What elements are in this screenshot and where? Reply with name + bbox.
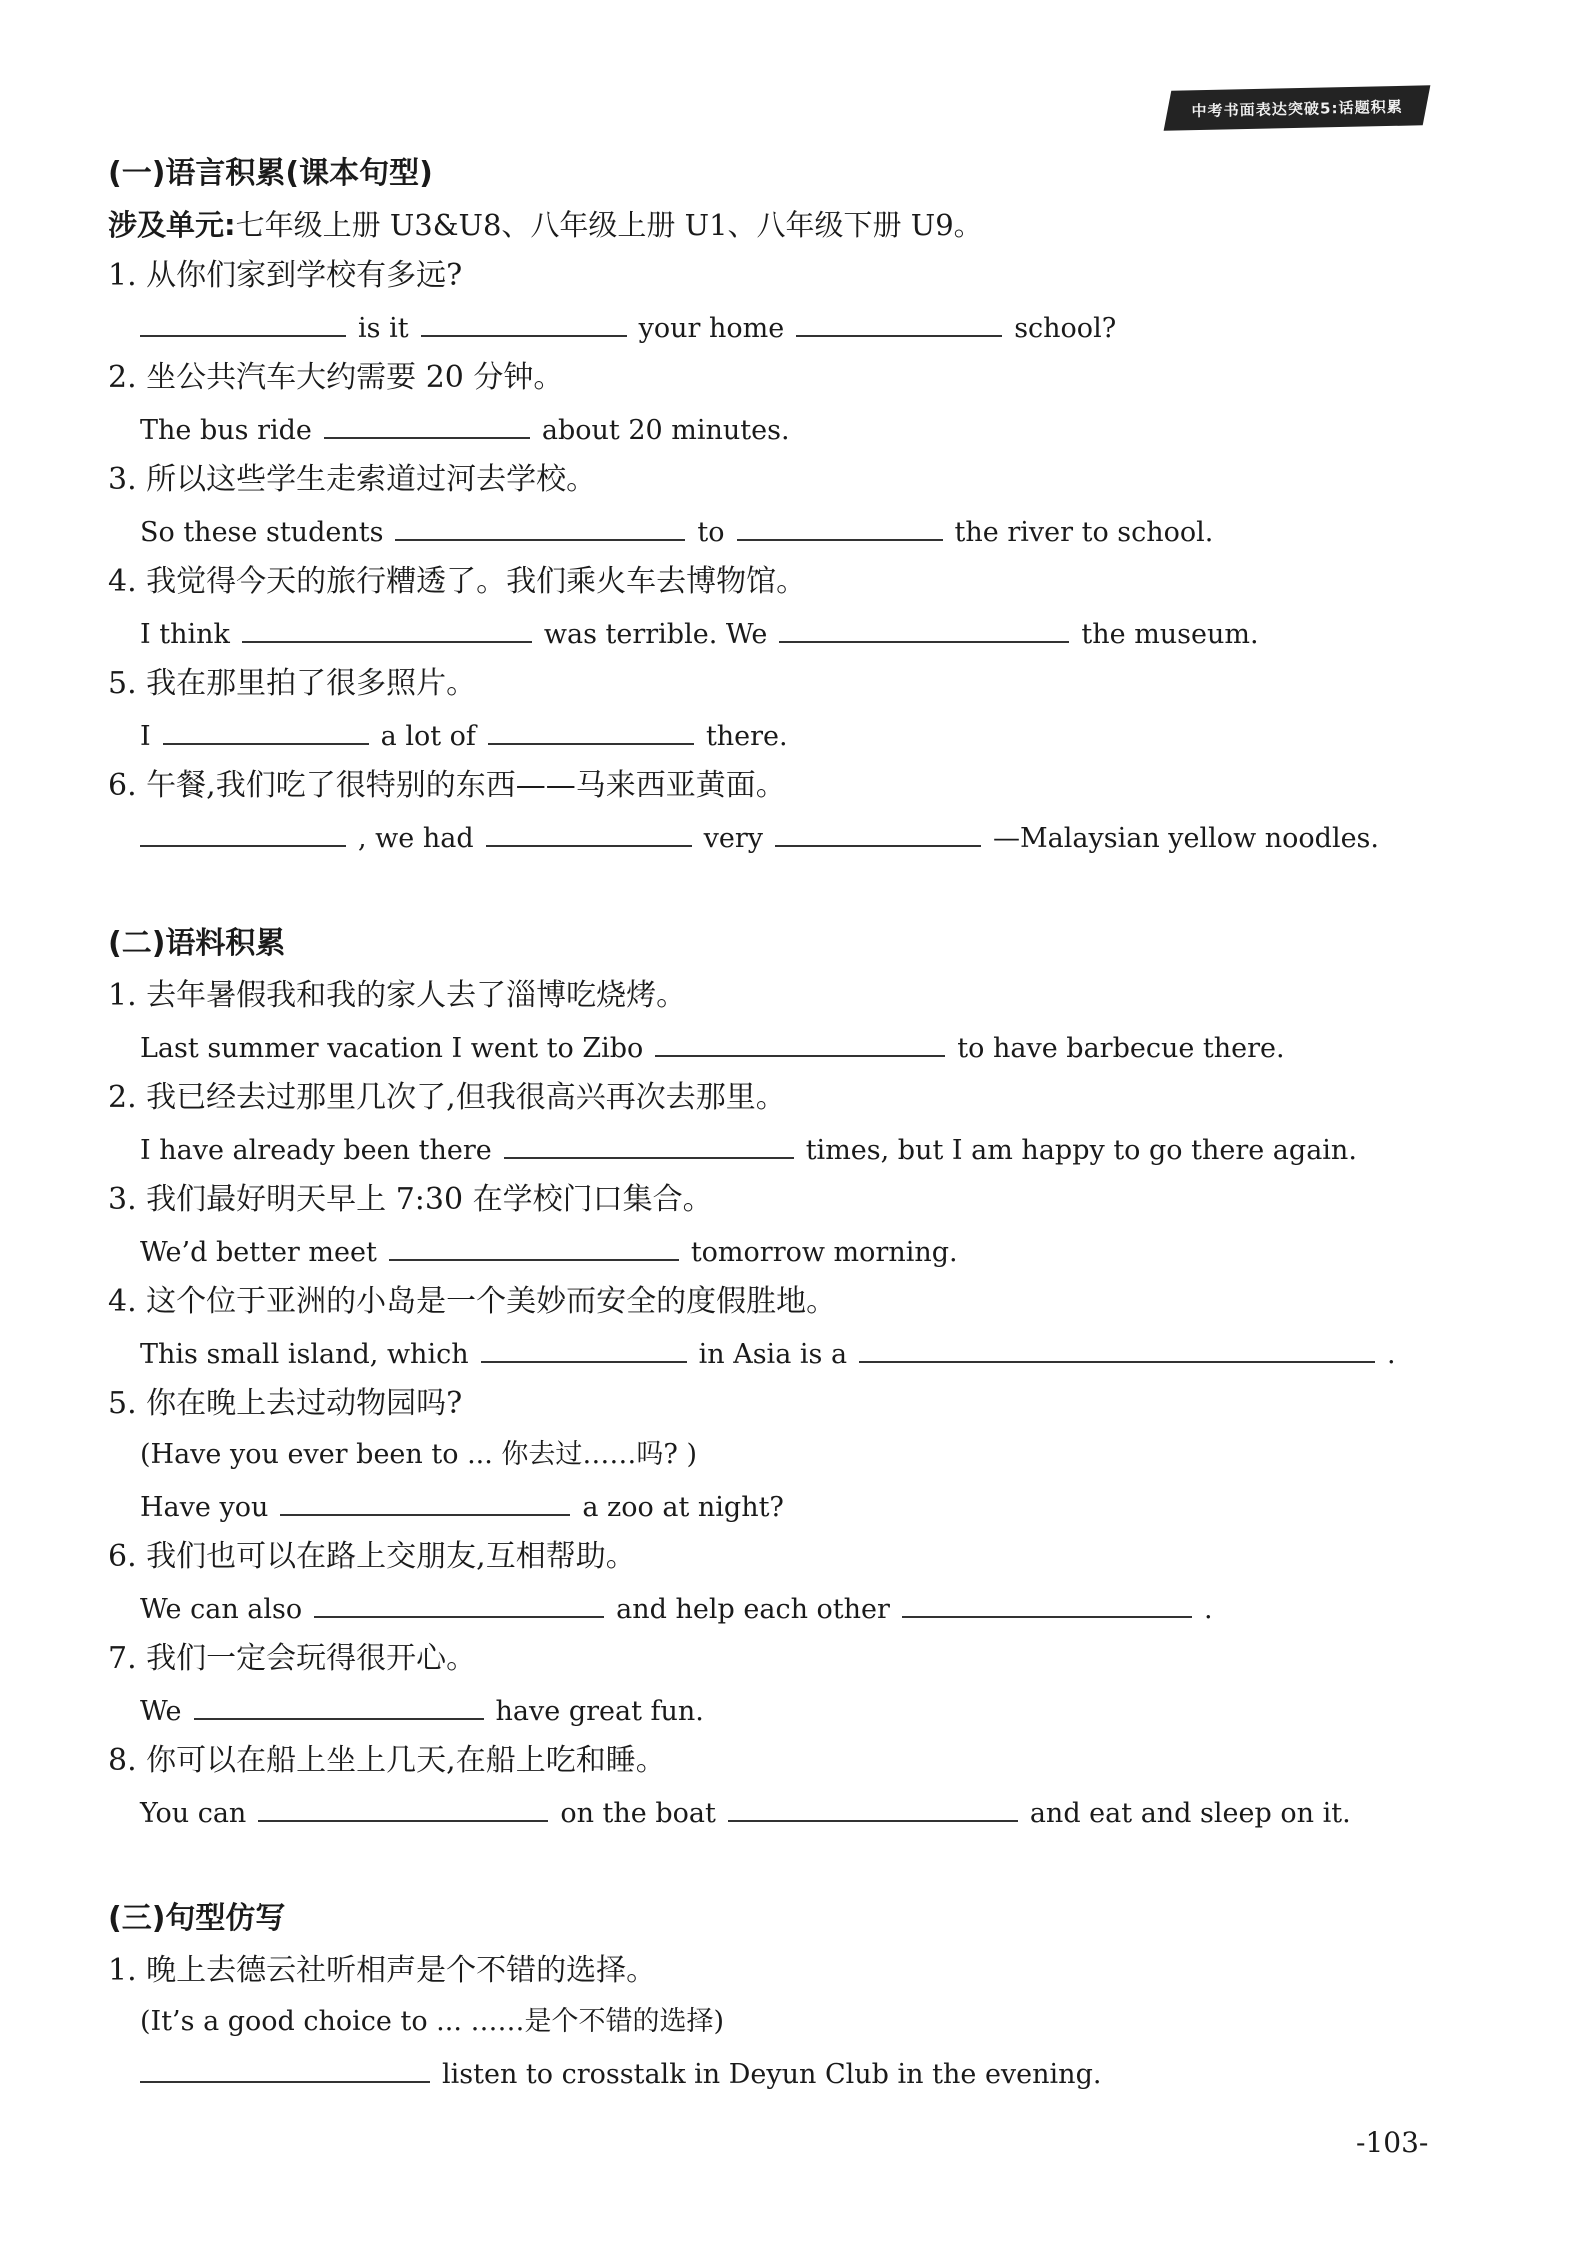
- answer-blank[interactable]: [140, 811, 346, 847]
- question-text: 6. 午餐,我们吃了很特别的东西——马来西亚黄面。: [108, 768, 786, 803]
- answer-line: I a lot of there.: [108, 709, 1408, 760]
- question-text: 6. 我们也可以在路上交朋友,互相帮助。: [108, 1539, 636, 1574]
- answer-line: I think was terrible. We the museum.: [108, 607, 1408, 658]
- answer-line: is it your home school?: [108, 301, 1408, 352]
- answer-blank[interactable]: [859, 1327, 1375, 1363]
- answer-blank[interactable]: [728, 1786, 1018, 1822]
- grammar-hint: (It’s a good choice to ... ……是个不错的选择): [140, 2006, 725, 2037]
- answer-line: I have already been there times, but I am happy to go there again.: [108, 1123, 1408, 1174]
- question-text: 7. 我们一定会玩得很开心。: [108, 1641, 477, 1676]
- answer-blank[interactable]: [504, 1123, 794, 1159]
- page-number: -103-: [1356, 2126, 1429, 2159]
- section-1-title: (一)语言积累(课本句型): [108, 156, 433, 191]
- answer-blank[interactable]: [486, 811, 692, 847]
- answer-line: You can on the boat and eat and sleep on it.: [108, 1786, 1408, 1837]
- answer-line: We’d better meet tomorrow morning.: [108, 1225, 1408, 1276]
- answer-blank[interactable]: [775, 811, 981, 847]
- section-3-title: (三)句型仿写: [108, 1901, 286, 1936]
- answer-blank[interactable]: [324, 403, 530, 439]
- question-text: 3. 我们最好明天早上 7:30 在学校门口集合。: [108, 1182, 713, 1217]
- answer-blank[interactable]: [737, 505, 943, 541]
- answer-blank[interactable]: [242, 607, 532, 643]
- chapter-banner: 中考书面表达突破5:话题积累: [1164, 85, 1431, 130]
- question-text: 3. 所以这些学生走索道过河去学校。: [108, 462, 597, 497]
- answer-blank[interactable]: [796, 301, 1002, 337]
- answer-blank[interactable]: [655, 1021, 945, 1057]
- answer-blank[interactable]: [194, 1684, 484, 1720]
- answer-line: So these students to the river to school.: [108, 505, 1408, 556]
- answer-blank[interactable]: [389, 1225, 679, 1261]
- question-text: 1. 晚上去德云社听相声是个不错的选择。: [108, 1953, 657, 1988]
- answer-blank[interactable]: [481, 1327, 687, 1363]
- answer-blank[interactable]: [314, 1582, 604, 1618]
- answer-line: The bus ride about 20 minutes.: [108, 403, 1408, 454]
- answer-line: We have great fun.: [108, 1684, 1408, 1735]
- answer-blank[interactable]: [421, 301, 627, 337]
- question-text: 4. 我觉得今天的旅行糟透了。我们乘火车去博物馆。: [108, 564, 807, 599]
- question-text: 2. 我已经去过那里几次了,但我很高兴再次去那里。: [108, 1080, 786, 1115]
- answer-line: , we had very —Malaysian yellow noodles.: [108, 811, 1408, 862]
- question-text: 4. 这个位于亚洲的小岛是一个美妙而安全的度假胜地。: [108, 1284, 837, 1319]
- answer-line: This small island, which in Asia is a .: [108, 1327, 1408, 1378]
- answer-blank[interactable]: [488, 709, 694, 745]
- units-scope: 涉及单元:七年级上册 U3&U8、八年级上册 U1、八年级下册 U9。: [108, 208, 983, 242]
- answer-blank[interactable]: [163, 709, 369, 745]
- question-text: 1. 从你们家到学校有多远?: [108, 258, 463, 293]
- worksheet: [108, 148, 1408, 2098]
- answer-line: Have you a zoo at night?: [108, 1480, 1408, 1531]
- answer-blank[interactable]: [779, 607, 1069, 643]
- question-text: 5. 我在那里拍了很多照片。: [108, 666, 477, 701]
- answer-line: Last summer vacation I went to Zibo to have barbecue there.: [108, 1021, 1408, 1072]
- question-text: 5. 你在晚上去过动物园吗?: [108, 1386, 463, 1421]
- answer-line: listen to crosstalk in Deyun Club in the evening.: [108, 2047, 1408, 2098]
- section-2-title: (二)语料积累: [108, 926, 286, 961]
- grammar-hint: (Have you ever been to ... 你去过……吗? ): [140, 1439, 697, 1470]
- answer-blank[interactable]: [902, 1582, 1192, 1618]
- answer-blank[interactable]: [140, 2047, 430, 2083]
- answer-blank[interactable]: [280, 1480, 570, 1516]
- answer-blank[interactable]: [395, 505, 685, 541]
- question-text: 1. 去年暑假我和我的家人去了淄博吃烧烤。: [108, 978, 687, 1013]
- answer-blank[interactable]: [140, 301, 346, 337]
- answer-blank[interactable]: [258, 1786, 548, 1822]
- question-text: 8. 你可以在船上坐上几天,在船上吃和睡。: [108, 1743, 666, 1778]
- question-text: 2. 坐公共汽车大约需要 20 分钟。: [108, 360, 564, 395]
- answer-line: We can also and help each other .: [108, 1582, 1408, 1633]
